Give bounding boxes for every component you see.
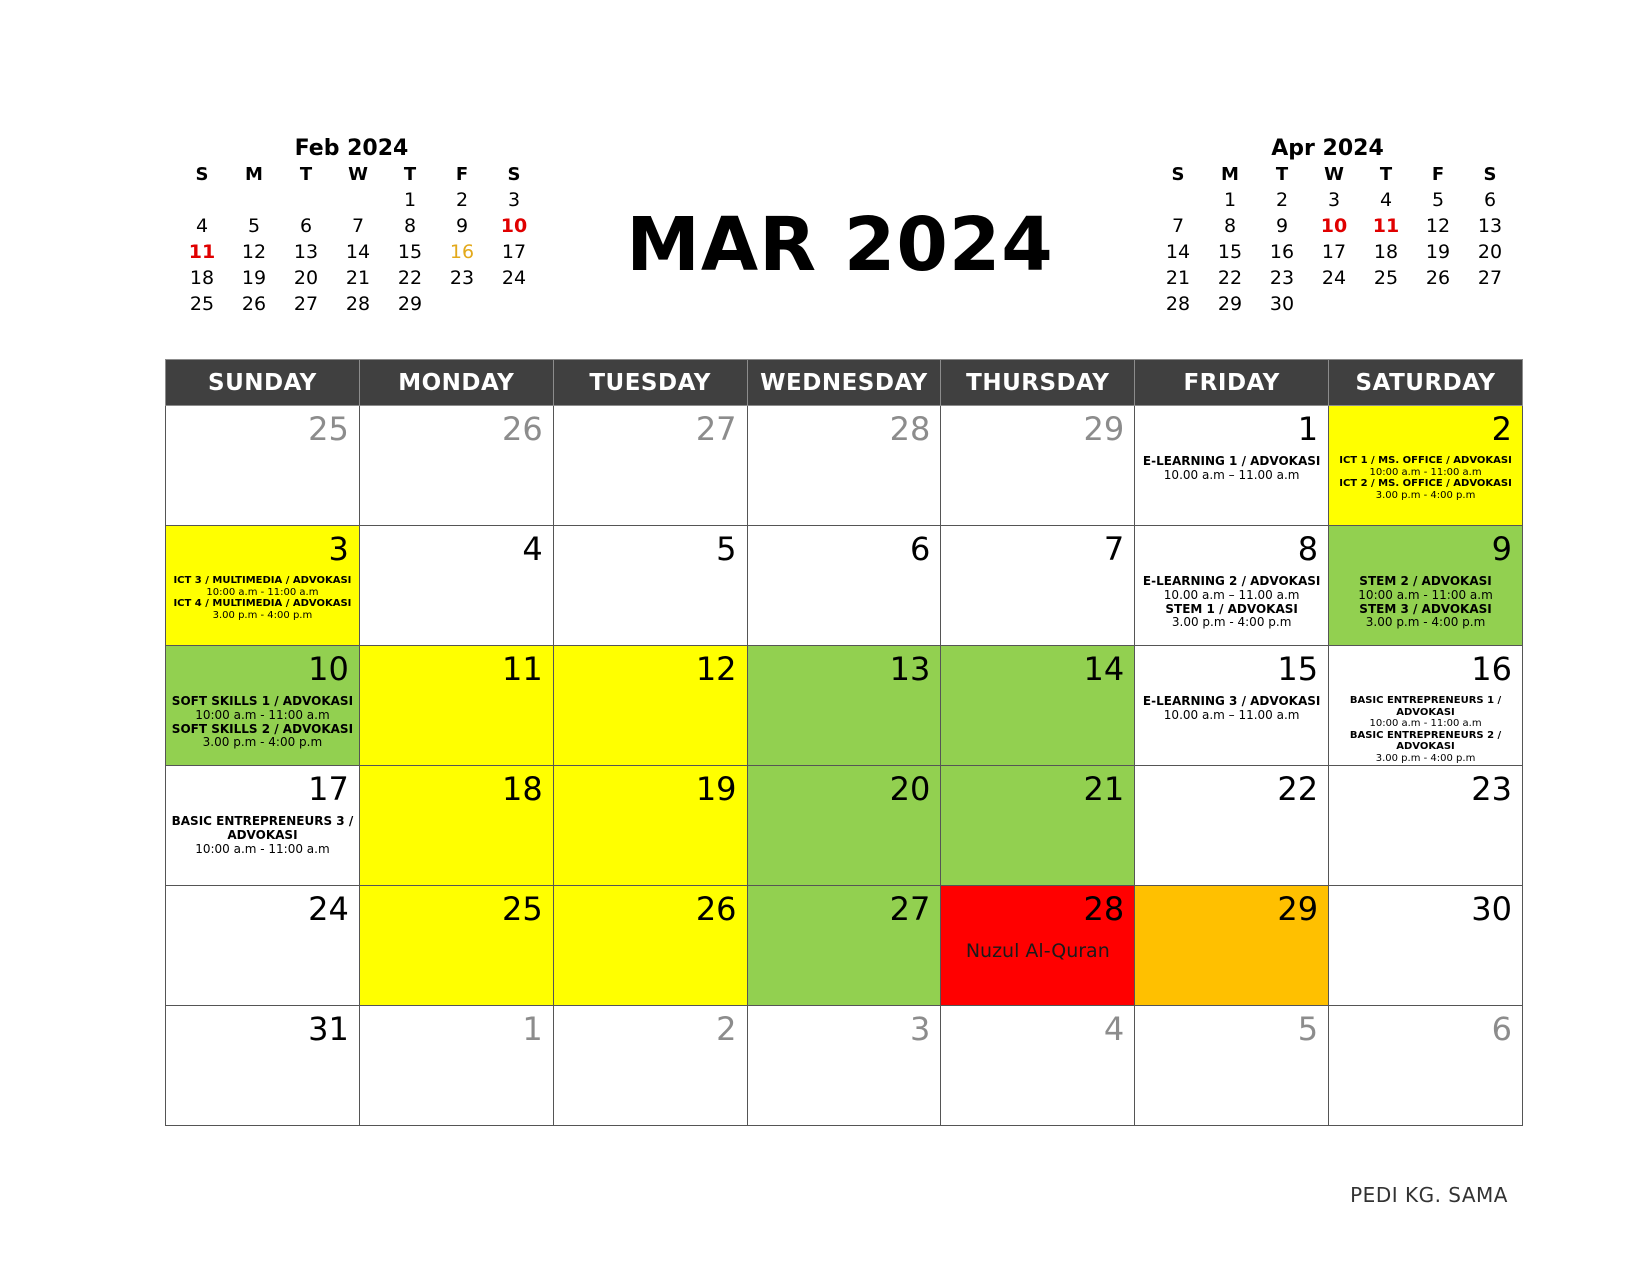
- mini-day: 28: [345, 293, 371, 315]
- event-list: [1329, 575, 1522, 630]
- day-number: 22: [1277, 770, 1319, 808]
- mini-day: 9: [455, 215, 469, 237]
- day-number: 15: [1277, 650, 1319, 688]
- day-cell[interactable]: [166, 886, 360, 1006]
- holiday-label: Nuzul Al-Quran: [965, 940, 1110, 962]
- day-cell[interactable]: [553, 526, 747, 646]
- mini-day: 25: [189, 293, 215, 315]
- day-cell[interactable]: [1135, 646, 1329, 766]
- day-number: 28: [889, 410, 931, 448]
- mini-day: 17: [501, 241, 527, 263]
- week-row: [166, 406, 1523, 526]
- day-number: 12: [695, 650, 737, 688]
- event-time: 10:00 a.m - 11:00 a.m: [1358, 587, 1493, 602]
- mini-day: [228, 187, 280, 213]
- day-number: 5: [1297, 1010, 1319, 1048]
- mini-day: 27: [1477, 267, 1503, 289]
- day-cell[interactable]: [1329, 526, 1523, 646]
- day-number: 21: [1083, 770, 1125, 808]
- mini-day: 26: [241, 293, 267, 315]
- day-cell[interactable]: [747, 526, 941, 646]
- month-calendar: [165, 359, 1523, 1126]
- day-number: 29: [1277, 890, 1319, 928]
- mini-day: 13: [293, 241, 319, 263]
- mini-day: 16: [1269, 241, 1295, 263]
- day-cell[interactable]: [359, 526, 553, 646]
- day-cell[interactable]: [553, 406, 747, 526]
- day-cell[interactable]: [166, 1006, 360, 1126]
- mini-calendar-feb: [177, 135, 526, 317]
- day-cell[interactable]: [1329, 646, 1523, 766]
- event-list: [1135, 575, 1328, 630]
- day-number: 19: [695, 770, 737, 808]
- footer-text: PEDI KG. SAMA: [1350, 1183, 1508, 1207]
- event-time: 3.00 p.m - 4:00 p.m: [202, 735, 323, 750]
- day-number: 27: [889, 890, 931, 928]
- event-title: ICT 1 / MS. OFFICE / ADVOKASI: [1339, 455, 1512, 466]
- mini-day: 3: [1327, 189, 1341, 211]
- day-number: 23: [1471, 770, 1512, 808]
- day-cell[interactable]: [1135, 526, 1329, 646]
- mini-day: 12: [241, 241, 267, 263]
- event-title: E-LEARNING 3 / ADVOKASI: [1142, 694, 1321, 708]
- mini-calendar-grid: [176, 163, 526, 317]
- day-number: 27: [695, 410, 737, 448]
- weekday-header-monday: MONDAY: [359, 360, 553, 406]
- mini-day: 23: [449, 267, 475, 289]
- mini-day: [280, 187, 332, 213]
- event-time: 10:00 a.m - 11:00 a.m: [195, 841, 330, 856]
- mini-calendar-apr: [1153, 135, 1502, 317]
- event-time: 3.00 p.m - 4:00 p.m: [212, 609, 313, 621]
- weekday-header-friday: FRIDAY: [1135, 360, 1329, 406]
- event-title: STEM 2 / ADVOKASI: [1359, 574, 1492, 588]
- weekday-header-sunday: SUNDAY: [166, 360, 360, 406]
- day-cell[interactable]: [1135, 886, 1329, 1006]
- mini-day: 20: [293, 267, 319, 289]
- mini-day: [1412, 291, 1464, 317]
- day-number: 1: [1297, 410, 1319, 448]
- mini-day: [488, 291, 540, 317]
- weekday-header-saturday: SATURDAY: [1329, 360, 1523, 406]
- mini-weekday-label: T: [403, 164, 417, 185]
- day-number: 14: [1083, 650, 1125, 688]
- day-cell[interactable]: [941, 766, 1135, 886]
- day-cell[interactable]: [941, 526, 1135, 646]
- day-number: 20: [889, 770, 931, 808]
- mini-day: 22: [397, 267, 423, 289]
- mini-weekday-label: T: [1379, 164, 1393, 185]
- mini-day: 18: [189, 267, 215, 289]
- day-number: 13: [889, 650, 931, 688]
- event-title: ICT 4 / MULTIMEDIA / ADVOKASI: [173, 598, 352, 609]
- mini-day: 10: [500, 215, 528, 237]
- mini-day: 5: [247, 215, 261, 237]
- event-title: STEM 1 / ADVOKASI: [1165, 601, 1298, 616]
- mini-day: 1: [403, 189, 417, 211]
- event-time: 3.00 p.m - 4:00 p.m: [1171, 615, 1292, 630]
- mini-day: 3: [507, 189, 521, 211]
- mini-day: 24: [1321, 267, 1347, 289]
- weekday-header-wednesday: WEDNESDAY: [747, 360, 941, 406]
- day-number: 3: [910, 1010, 931, 1048]
- event-time: 3.00 p.m - 4:00 p.m: [1375, 752, 1476, 764]
- mini-day: [1464, 291, 1516, 317]
- mini-weekday-label: W: [1324, 164, 1344, 185]
- day-number: 16: [1471, 650, 1512, 688]
- event-time: 10:00 a.m - 11:00 a.m: [195, 707, 330, 722]
- event-time: 10.00 a.m – 11.00 a.m: [1163, 707, 1300, 722]
- page-title: MAR 2024: [626, 202, 1054, 288]
- day-number: 10: [308, 650, 349, 688]
- mini-day: 18: [1373, 241, 1399, 263]
- mini-day: [1360, 291, 1412, 317]
- event-list: [1135, 695, 1328, 723]
- event-title: STEM 3 / ADVOKASI: [1359, 601, 1492, 616]
- day-number: 4: [522, 530, 543, 568]
- mini-day: 12: [1425, 215, 1451, 237]
- mini-day: 21: [1165, 267, 1191, 289]
- mini-day: 14: [345, 241, 371, 263]
- week-row: [166, 526, 1523, 646]
- mini-day: 6: [1483, 189, 1497, 211]
- day-cell[interactable]: [359, 406, 553, 526]
- mini-day: 5: [1431, 189, 1445, 211]
- mini-day: 29: [1217, 293, 1243, 315]
- mini-weekday-label: S: [195, 164, 209, 185]
- mini-day: 6: [299, 215, 313, 237]
- day-cell[interactable]: [166, 646, 360, 766]
- mini-calendar-grid: [1152, 163, 1502, 317]
- mini-day: [1308, 291, 1360, 317]
- day-number: 25: [501, 890, 543, 928]
- mini-day: 11: [1372, 215, 1400, 237]
- mini-day: 21: [345, 267, 371, 289]
- event-time: 3.00 p.m - 4:00 p.m: [1375, 489, 1476, 501]
- mini-day: 2: [1275, 189, 1289, 211]
- day-cell[interactable]: [359, 646, 553, 766]
- event-title: BASIC ENTREPRENEURS 3 / ADVOKASI: [171, 814, 354, 842]
- mini-weekday-label: S: [1483, 164, 1497, 185]
- mini-day: 29: [397, 293, 423, 315]
- day-cell[interactable]: [1329, 406, 1523, 526]
- mini-weekday-label: F: [455, 164, 469, 185]
- day-number: 26: [695, 890, 737, 928]
- mini-weekday-label: S: [1171, 164, 1185, 185]
- day-cell[interactable]: [941, 886, 1135, 1006]
- day-cell[interactable]: [747, 766, 941, 886]
- mini-day: 11: [188, 241, 216, 263]
- event-time: 10.00 a.m – 11.00 a.m: [1163, 587, 1300, 602]
- day-number: 3: [328, 530, 349, 568]
- calendar-body: [166, 406, 1523, 1126]
- day-number: 30: [1471, 890, 1512, 928]
- event-list: [1329, 695, 1522, 764]
- mini-day: 7: [1171, 215, 1185, 237]
- day-number: 18: [501, 770, 543, 808]
- event-time: 10:00 a.m - 11:00 a.m: [206, 586, 319, 598]
- day-cell[interactable]: [359, 886, 553, 1006]
- week-row: [166, 646, 1523, 766]
- event-list: [1329, 455, 1522, 501]
- week-row: [166, 886, 1523, 1006]
- mini-day: 27: [293, 293, 319, 315]
- event-time: 10:00 a.m - 11:00 a.m: [1369, 718, 1482, 729]
- day-cell[interactable]: [553, 886, 747, 1006]
- weekday-header-tuesday: TUESDAY: [553, 360, 747, 406]
- day-cell[interactable]: [166, 406, 360, 526]
- event-title: BASIC ENTREPRENEURS 2 / ADVOKASI: [1349, 729, 1502, 752]
- day-number: 17: [308, 770, 349, 808]
- mini-day: [1152, 187, 1204, 213]
- mini-day: 26: [1425, 267, 1451, 289]
- mini-calendar-title: Feb 2024: [294, 136, 409, 161]
- mini-day: 15: [1217, 241, 1243, 263]
- day-cell[interactable]: [1329, 766, 1523, 886]
- day-cell[interactable]: [553, 646, 747, 766]
- mini-day: 28: [1165, 293, 1191, 315]
- event-time: 10.00 a.m – 11.00 a.m: [1163, 467, 1300, 482]
- mini-day: 1: [1223, 189, 1237, 211]
- event-title: SOFT SKILLS 2 / ADVOKASI: [171, 721, 354, 736]
- mini-day: 4: [195, 215, 209, 237]
- mini-day: 24: [501, 267, 527, 289]
- mini-day: 16: [449, 241, 475, 263]
- event-time: 10:00 a.m - 11:00 a.m: [1369, 466, 1482, 478]
- event-list: [166, 575, 359, 621]
- event-title: SOFT SKILLS 1 / ADVOKASI: [171, 694, 354, 708]
- day-number: 6: [1491, 1010, 1512, 1048]
- day-number: 7: [1103, 530, 1125, 568]
- day-number: 2: [1491, 410, 1512, 448]
- mini-day: 25: [1373, 267, 1399, 289]
- event-title: BASIC ENTREPRENEURS 1 / ADVOKASI: [1349, 695, 1502, 718]
- mini-weekday-label: M: [245, 164, 263, 185]
- day-number: 25: [308, 410, 349, 448]
- mini-weekday-label: T: [1275, 164, 1289, 185]
- day-cell[interactable]: [553, 766, 747, 886]
- mini-day: 8: [403, 215, 417, 237]
- mini-day: 8: [1223, 215, 1237, 237]
- mini-day: 15: [397, 241, 423, 263]
- day-cell[interactable]: [747, 646, 941, 766]
- day-number: 29: [1083, 410, 1125, 448]
- mini-day: 22: [1217, 267, 1243, 289]
- mini-day: [436, 291, 488, 317]
- event-list: [1135, 455, 1328, 483]
- day-cell[interactable]: [1135, 766, 1329, 886]
- day-cell[interactable]: [1135, 406, 1329, 526]
- weekday-header-row: [166, 360, 1523, 406]
- week-row: [166, 766, 1523, 886]
- event-title: E-LEARNING 1 / ADVOKASI: [1142, 454, 1321, 468]
- day-cell[interactable]: [166, 766, 360, 886]
- day-cell[interactable]: [747, 1006, 941, 1126]
- day-number: 8: [1297, 530, 1319, 568]
- mini-day: 9: [1275, 215, 1289, 237]
- day-cell[interactable]: [359, 766, 553, 886]
- day-number: 1: [522, 1010, 543, 1048]
- mini-weekday-label: S: [507, 164, 521, 185]
- mini-day: [176, 187, 228, 213]
- mini-day: 7: [351, 215, 365, 237]
- mini-day: 19: [1425, 241, 1451, 263]
- mini-day: 17: [1321, 241, 1347, 263]
- event-list: [166, 695, 359, 750]
- day-cell[interactable]: [747, 886, 941, 1006]
- day-number: 11: [501, 650, 543, 688]
- mini-day: 30: [1269, 293, 1295, 315]
- day-cell[interactable]: [941, 1006, 1135, 1126]
- event-title: ICT 3 / MULTIMEDIA / ADVOKASI: [173, 575, 352, 586]
- day-cell[interactable]: [747, 406, 941, 526]
- mini-weekday-label: W: [348, 164, 368, 185]
- week-row: [166, 1006, 1523, 1126]
- day-cell[interactable]: [1329, 1006, 1523, 1126]
- mini-day: 19: [241, 267, 267, 289]
- day-number: 31: [308, 1010, 349, 1048]
- day-number: 5: [716, 530, 737, 568]
- mini-day: 23: [1269, 267, 1295, 289]
- mini-day: 4: [1379, 189, 1393, 211]
- day-cell[interactable]: [1135, 1006, 1329, 1126]
- mini-day: [332, 187, 384, 213]
- event-time: 3.00 p.m - 4:00 p.m: [1365, 615, 1486, 630]
- day-number: 4: [1103, 1010, 1125, 1048]
- day-number: 2: [716, 1010, 737, 1048]
- mini-day: 14: [1165, 241, 1191, 263]
- day-cell[interactable]: [166, 526, 360, 646]
- mini-day: 20: [1477, 241, 1503, 263]
- event-title: E-LEARNING 2 / ADVOKASI: [1142, 574, 1321, 588]
- mini-day: 10: [1320, 215, 1348, 237]
- event-title: ICT 2 / MS. OFFICE / ADVOKASI: [1339, 478, 1512, 489]
- mini-day: 2: [455, 189, 469, 211]
- mini-calendar-title: Apr 2024: [1271, 136, 1384, 161]
- day-cell[interactable]: [941, 406, 1135, 526]
- mini-weekday-label: F: [1431, 164, 1445, 185]
- day-cell[interactable]: [553, 1006, 747, 1126]
- day-cell[interactable]: [1329, 886, 1523, 1006]
- weekday-header-thursday: THURSDAY: [941, 360, 1135, 406]
- day-number: 6: [910, 530, 931, 568]
- mini-weekday-label: T: [299, 164, 313, 185]
- day-cell[interactable]: [359, 1006, 553, 1126]
- day-number: 9: [1491, 530, 1512, 568]
- day-cell[interactable]: [941, 646, 1135, 766]
- day-number: 26: [501, 410, 543, 448]
- day-number: 28: [1083, 890, 1125, 928]
- event-list: [166, 815, 359, 856]
- mini-weekday-label: M: [1221, 164, 1239, 185]
- day-number: 24: [308, 890, 349, 928]
- mini-day: 13: [1477, 215, 1503, 237]
